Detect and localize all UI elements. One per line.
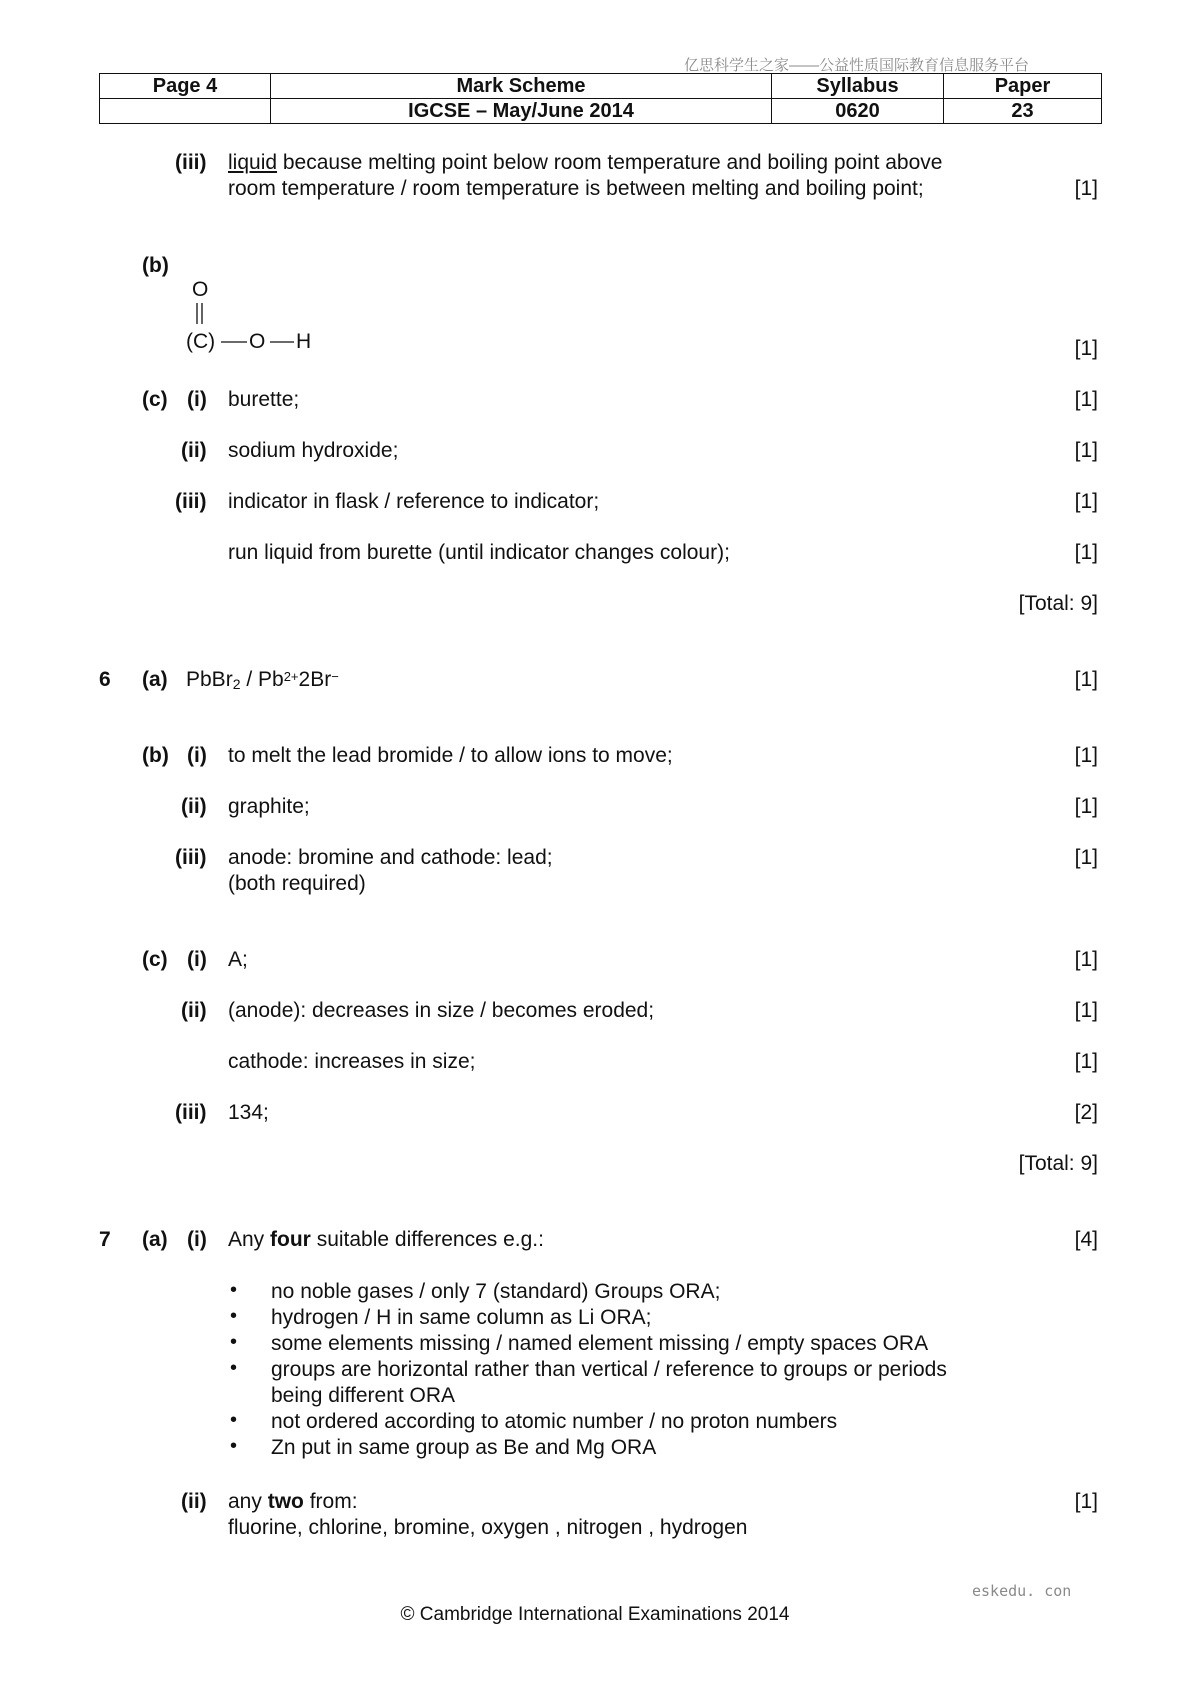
mark: [1] (1074, 1050, 1098, 1073)
answer-text: 134; (228, 1101, 269, 1124)
formula-subscript: 2 (232, 676, 241, 692)
structure-hydrogen: H (296, 330, 312, 353)
mark: [1] (1074, 999, 1098, 1022)
underlined-word: liquid (228, 151, 278, 174)
answer-text: (anode): decreases in size / becomes eroded; (228, 999, 655, 1022)
bullet-icon: • (230, 1331, 238, 1353)
question-number: 7 (99, 1228, 111, 1251)
answer-text-pre: Any (228, 1228, 271, 1251)
mark: [1] (1074, 541, 1098, 564)
subpart-label: (iii) (175, 490, 207, 513)
answer-text-post: from: (303, 1490, 358, 1513)
bullet-text: some elements missing / named element missing / empty spaces ORA (271, 1332, 929, 1355)
header-cell: 23 (944, 99, 1102, 124)
part-label: (c) (142, 388, 168, 411)
question-number: 6 (99, 668, 111, 691)
part-label: (iii) (175, 151, 207, 174)
mark: [1] (1074, 948, 1098, 971)
answer-text: sodium hydroxide; (228, 439, 399, 462)
total-marks: [Total: 9] (1018, 592, 1098, 615)
subpart-label: (i) (187, 744, 207, 767)
bullet-text: not ordered according to atomic number / no proton numbers (271, 1410, 838, 1433)
mark: [1] (1074, 1490, 1098, 1513)
watermark-text: 亿思科学生之家——公益性质国际教育信息服务平台 (684, 57, 1030, 74)
subpart-label: (i) (187, 388, 207, 411)
emphasis: two (267, 1490, 304, 1513)
watermark-text: eskedu. con (972, 1582, 1072, 1600)
header-table (99, 73, 1102, 124)
structure-carbon: (C) (186, 330, 216, 353)
answer-text: to melt the lead bromide / to allow ions to move; (228, 744, 673, 767)
subpart-label: (iii) (175, 1101, 207, 1124)
mark: [1] (1074, 439, 1098, 462)
single-bond-icon (219, 330, 249, 354)
header-row (100, 99, 1102, 124)
structure-oxygen: O (192, 278, 209, 301)
subpart-label: (i) (187, 1228, 207, 1251)
formula-part: PbBr (186, 668, 233, 691)
mark: [4] (1074, 1228, 1098, 1251)
total-marks: [Total: 9] (1018, 1152, 1098, 1175)
subpart-label: (i) (187, 948, 207, 971)
header-cell: Mark Scheme (271, 74, 772, 99)
structure-oxygen-2: O (249, 330, 266, 353)
subpart-label: (ii) (181, 1490, 207, 1513)
answer-text: burette; (228, 388, 300, 411)
single-bond-icon (268, 330, 296, 354)
bullet-text: no noble gases / only 7 (standard) Groups ORA; (271, 1280, 721, 1303)
answer-text (228, 1227, 544, 1253)
bullet-icon: • (230, 1435, 238, 1457)
bullet-text: hydrogen / H in same column as Li ORA; (271, 1306, 652, 1329)
bullet-icon: • (230, 1357, 238, 1379)
double-bond-icon (194, 302, 206, 326)
answer-text: cathode: increases in size; (228, 1050, 476, 1073)
answer-text: (both required) (228, 872, 366, 895)
answer-text: graphite; (228, 795, 310, 818)
mark: [1] (1074, 744, 1098, 767)
header-cell: 0620 (772, 99, 944, 124)
header-cell: Syllabus (772, 74, 944, 99)
answer-text-rest: because melting point below room temperature and boiling point above (277, 151, 943, 174)
part-label: (b) (142, 254, 169, 277)
bullet-icon: • (230, 1305, 238, 1327)
header-cell: Paper (944, 74, 1102, 99)
bullet-icon: • (230, 1409, 238, 1431)
formula (186, 667, 339, 693)
formula-part: 2Br (298, 668, 332, 691)
copyright: © Cambridge International Examinations 2014 (400, 1604, 790, 1625)
part-label: (b) (142, 744, 169, 767)
formula-part: / Pb (240, 668, 284, 691)
subpart-label: (ii) (181, 439, 207, 462)
mark: [1] (1074, 337, 1098, 360)
part-label: (a) (142, 1228, 168, 1251)
mark: [1] (1074, 795, 1098, 818)
bullet-text: Zn put in same group as Be and Mg ORA (271, 1436, 657, 1459)
part-label: (a) (142, 668, 168, 691)
answer-text: fluorine, chlorine, bromine, oxygen , nitrogen , hydrogen (228, 1516, 748, 1539)
header-cell: IGCSE – May/June 2014 (271, 99, 772, 124)
answer-text-post: suitable differences e.g.: (310, 1228, 544, 1251)
mark: [1] (1074, 490, 1098, 513)
bullet-text: being different ORA (271, 1384, 456, 1407)
formula-superscript: − (331, 669, 339, 684)
header-cell: Page 4 (100, 74, 271, 99)
answer-text: run liquid from burette (until indicator changes colour); (228, 541, 730, 564)
bullet-icon: • (230, 1279, 238, 1301)
answer-text: A; (228, 948, 248, 971)
answer-text: indicator in flask / reference to indicator; (228, 490, 600, 513)
mark: [1] (1074, 668, 1098, 691)
subpart-label: (ii) (181, 795, 207, 818)
subpart-label: (ii) (181, 999, 207, 1022)
formula-superscript: 2+ (283, 669, 299, 684)
mark: [1] (1074, 388, 1098, 411)
mark: [1] (1074, 177, 1098, 200)
part-label: (c) (142, 948, 168, 971)
mark: [1] (1074, 846, 1098, 869)
answer-text: room temperature / room temperature is between melting and boiling point; (228, 177, 924, 200)
bullet-text: groups are horizontal rather than vertical / reference to groups or periods (271, 1358, 947, 1381)
subpart-label: (iii) (175, 846, 207, 869)
emphasis: four (270, 1228, 311, 1251)
answer-text: anode: bromine and cathode: lead; (228, 846, 553, 869)
answer-text (228, 150, 942, 176)
header-cell (100, 99, 271, 124)
answer-text (228, 1489, 358, 1515)
answer-text-pre: any (228, 1490, 268, 1513)
mark: [2] (1074, 1101, 1098, 1124)
header-row (100, 74, 1102, 99)
